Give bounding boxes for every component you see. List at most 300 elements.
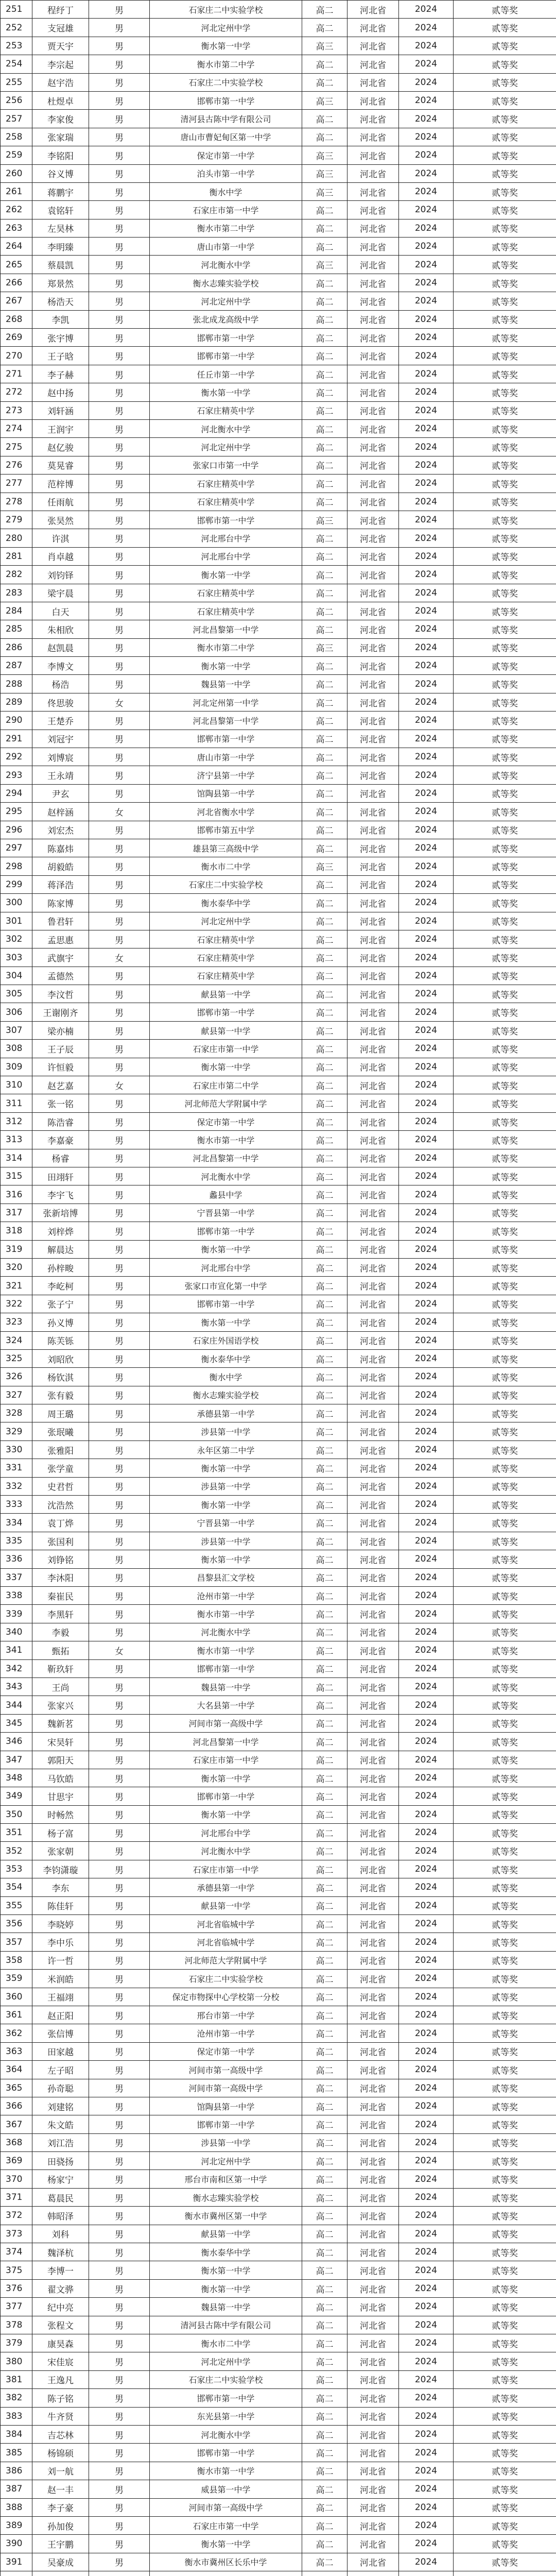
table-row <box>1 1 556 19</box>
year-cell: 2024 <box>399 1404 454 1422</box>
year-cell: 2024 <box>399 1021 454 1039</box>
award-cell: 贰等奖 <box>454 2444 556 2462</box>
table-row <box>1 985 556 1003</box>
row-number-cell: 297 <box>1 839 32 857</box>
student-name-cell: 李沐阳 <box>32 1568 89 1586</box>
school-cell: 邯郸市第一中学 <box>150 2389 302 2407</box>
year-cell: 2024 <box>399 238 454 256</box>
province-cell: 河北省 <box>348 91 399 109</box>
student-name-cell: 陈嘉炜 <box>32 839 89 857</box>
table-row <box>1 1131 556 1149</box>
table-row <box>1 256 556 274</box>
award-cell: 贰等奖 <box>454 256 556 274</box>
school-cell: 衡水第一中学 <box>150 566 302 584</box>
year-cell: 2024 <box>399 438 454 456</box>
school-cell: 石家庄外国语学校 <box>150 1331 302 1349</box>
province-cell: 河北省 <box>348 2188 399 2206</box>
award-cell: 贰等奖 <box>454 1477 556 1495</box>
table-row <box>1 201 556 219</box>
province-cell: 河北省 <box>348 310 399 328</box>
award-cell: 贰等奖 <box>454 1824 556 1842</box>
row-number-cell: 333 <box>1 1496 32 1514</box>
award-cell: 贰等奖 <box>454 1951 556 1969</box>
province-cell: 河北省 <box>348 1951 399 1969</box>
student-name-cell: 李东 <box>32 1878 89 1896</box>
student-name-cell: 梁亦楠 <box>32 1021 89 1039</box>
province-cell: 河北省 <box>348 2261 399 2279</box>
table-row <box>1 1751 556 1769</box>
school-cell: 河北定州中学 <box>150 292 302 310</box>
year-cell: 2024 <box>399 1258 454 1276</box>
school-cell: 河北衡水中学 <box>150 256 302 274</box>
student-name-cell: 田家越 <box>32 2042 89 2060</box>
gender-cell: 男 <box>89 1094 150 1112</box>
year-cell: 2024 <box>399 2170 454 2188</box>
school-cell: 河北定州中学 <box>150 912 302 930</box>
province-cell: 河北省 <box>348 1751 399 1769</box>
student-name-cell: 赵宇浩 <box>32 73 89 91</box>
gender-cell: 男 <box>89 2097 150 2115</box>
province-cell: 河北省 <box>348 2006 399 2024</box>
province-cell: 河北省 <box>348 511 399 529</box>
student-name-cell: 赵艺嘉 <box>32 1076 89 1094</box>
award-cell: 贰等奖 <box>454 894 556 912</box>
award-cell: 贰等奖 <box>454 1550 556 1568</box>
table-row <box>1 602 556 620</box>
year-cell: 2024 <box>399 1641 454 1659</box>
row-number-cell: 384 <box>1 2425 32 2443</box>
row-number-cell: 376 <box>1 2279 32 2297</box>
year-cell: 2024 <box>399 1532 454 1550</box>
award-cell: 贰等奖 <box>454 967 556 985</box>
gender-cell: 男 <box>89 292 150 310</box>
year-cell: 2024 <box>399 2188 454 2206</box>
school-cell: 张家口市第一中学 <box>150 456 302 474</box>
award-cell: 贰等奖 <box>454 2370 556 2388</box>
award-cell: 贰等奖 <box>454 1277 556 1295</box>
student-name-cell: 佟思骏 <box>32 693 89 711</box>
student-name-cell: 刘一航 <box>32 2462 89 2480</box>
table-row <box>1 401 556 419</box>
province-cell: 河北省 <box>348 128 399 146</box>
row-number-cell: 353 <box>1 1860 32 1878</box>
grade-cell: 高二 <box>302 2298 348 2316</box>
grade-cell: 高二 <box>302 2334 348 2352</box>
grade-cell: 高二 <box>302 2042 348 2060</box>
row-number-cell: 360 <box>1 1988 32 2006</box>
grade-cell: 高二 <box>302 1915 348 1933</box>
grade-cell: 高二 <box>302 238 348 256</box>
award-cell: 贰等奖 <box>454 784 556 802</box>
row-number-cell: 308 <box>1 1040 32 1058</box>
school-cell: 衡水第一中学 <box>150 1240 302 1258</box>
year-cell: 2024 <box>399 875 454 893</box>
table-row <box>1 182 556 200</box>
gender-cell: 男 <box>89 55 150 73</box>
school-cell: 承德县第一中学 <box>150 1404 302 1422</box>
award-cell: 贰等奖 <box>454 1514 556 1532</box>
gender-cell: 男 <box>89 1404 150 1422</box>
school-cell: 河北邢台中学 <box>150 1824 302 1842</box>
grade-cell: 高二 <box>302 1751 348 1769</box>
gender-cell: 男 <box>89 1787 150 1805</box>
row-number-cell: 323 <box>1 1313 32 1331</box>
gender-cell: 男 <box>89 711 150 730</box>
gender-cell: 男 <box>89 730 150 748</box>
award-cell: 贰等奖 <box>454 1003 556 1021</box>
table-row <box>1 638 556 656</box>
grade-cell: 高二 <box>302 748 348 766</box>
award-cell: 贰等奖 <box>454 1751 556 1769</box>
row-number-cell: 283 <box>1 584 32 602</box>
row-number-cell: 328 <box>1 1404 32 1422</box>
award-cell: 贰等奖 <box>454 419 556 437</box>
school-cell: 唐山市曹妃甸区第一中学 <box>150 128 302 146</box>
grade-cell: 高二 <box>302 2207 348 2225</box>
gender-cell: 男 <box>89 329 150 347</box>
table-row <box>1 2061 556 2079</box>
gender-cell: 男 <box>89 19 150 37</box>
school-cell: 石家庄精英中学 <box>150 474 302 493</box>
school-cell: 石家庄二中实验学校 <box>150 1970 302 1988</box>
grade-cell: 高二 <box>302 2352 348 2370</box>
award-cell: 贰等奖 <box>454 2498 556 2516</box>
table-row <box>1 1733 556 1751</box>
province-cell: 河北省 <box>348 1842 399 1860</box>
gender-cell: 男 <box>89 2115 150 2133</box>
award-cell: 贰等奖 <box>454 128 556 146</box>
table-row <box>1 584 556 602</box>
student-name-cell: 尹玄 <box>32 784 89 802</box>
row-number-cell: 291 <box>1 730 32 748</box>
school-cell: 河北定州中学 <box>150 19 302 37</box>
row-number-cell: 331 <box>1 1459 32 1477</box>
year-cell: 2024 <box>399 1696 454 1714</box>
gender-cell: 男 <box>89 1331 150 1349</box>
gender-cell: 男 <box>89 2261 150 2279</box>
year-cell: 2024 <box>399 1496 454 1514</box>
gender-cell: 男 <box>89 110 150 128</box>
row-number-cell: 293 <box>1 766 32 784</box>
gender-cell: 男 <box>89 1842 150 1860</box>
school-cell: 威县第一中学 <box>150 2480 302 2498</box>
school-cell: 邯郸市第一中学 <box>150 329 302 347</box>
table-row <box>1 821 556 839</box>
school-cell: 献县第一中学 <box>150 1896 302 1914</box>
year-cell: 2024 <box>399 693 454 711</box>
table-row <box>1 930 556 948</box>
row-number-cell: 278 <box>1 493 32 511</box>
award-cell: 贰等奖 <box>454 1696 556 1714</box>
table-row <box>1 1805 556 1823</box>
table-row <box>1 1970 556 1988</box>
province-cell: 河北省 <box>348 985 399 1003</box>
gender-cell: 男 <box>89 146 150 164</box>
grade-cell: 高二 <box>302 2097 348 2115</box>
student-name-cell: 朱文皓 <box>32 2115 89 2133</box>
row-number-cell <box>1 2571 32 2576</box>
row-number-cell: 286 <box>1 638 32 656</box>
grade-cell: 高二 <box>302 2516 348 2534</box>
student-name-cell: 陈芙铄 <box>32 1331 89 1349</box>
year-cell: 2024 <box>399 2152 454 2170</box>
school-cell: 石家庄市第二中学 <box>150 1076 302 1094</box>
gender-cell: 男 <box>89 2061 150 2079</box>
gender-cell: 男 <box>89 912 150 930</box>
award-cell: 贰等奖 <box>454 1659 556 1677</box>
row-number-cell: 265 <box>1 256 32 274</box>
table-row <box>1 875 556 893</box>
student-name-cell: 张国利 <box>32 1532 89 1550</box>
student-name-cell: 陈浩睿 <box>32 1112 89 1130</box>
row-number-cell: 309 <box>1 1058 32 1076</box>
year-cell: 2024 <box>399 2207 454 2225</box>
year-cell: 2024 <box>399 2553 454 2571</box>
grade-cell: 高二 <box>302 1496 348 1514</box>
row-number-cell: 268 <box>1 310 32 328</box>
province-cell: 河北省 <box>348 1222 399 1240</box>
student-name-cell: 梁宇晨 <box>32 584 89 602</box>
table-row <box>1 219 556 237</box>
row-number-cell: 290 <box>1 711 32 730</box>
gender-cell: 男 <box>89 438 150 456</box>
year-cell: 2024 <box>399 55 454 73</box>
gender-cell: 男 <box>89 1805 150 1823</box>
province-cell: 河北省 <box>348 1677 399 1696</box>
award-cell: 贰等奖 <box>454 930 556 948</box>
year-cell: 2024 <box>399 1076 454 1094</box>
year-cell: 2024 <box>399 110 454 128</box>
province-cell: 河北省 <box>348 2370 399 2388</box>
award-cell <box>454 2571 556 2576</box>
school-cell: 衡水中学 <box>150 1368 302 1386</box>
award-cell: 贰等奖 <box>454 438 556 456</box>
province-cell: 河北省 <box>348 164 399 182</box>
award-cell: 贰等奖 <box>454 1568 556 1586</box>
row-number-cell: 320 <box>1 1258 32 1276</box>
school-cell: 邢台市南和区第一中学 <box>150 2170 302 2188</box>
gender-cell: 男 <box>89 2352 150 2370</box>
grade-cell: 高二 <box>302 2225 348 2243</box>
school-cell: 宁晋县第一中学 <box>150 1514 302 1532</box>
grade-cell: 高二 <box>302 1933 348 1951</box>
award-cell: 贰等奖 <box>454 2407 556 2425</box>
award-cell: 贰等奖 <box>454 1970 556 1988</box>
row-number-cell: 284 <box>1 602 32 620</box>
award-cell: 贰等奖 <box>454 2298 556 2316</box>
province-cell: 河北省 <box>348 748 399 766</box>
grade-cell: 高二 <box>302 2152 348 2170</box>
row-number-cell: 272 <box>1 383 32 401</box>
table-row <box>1 1204 556 1222</box>
year-cell: 2024 <box>399 1295 454 1313</box>
row-number-cell: 369 <box>1 2152 32 2170</box>
table-row <box>1 383 556 401</box>
grade-cell: 高二 <box>302 1131 348 1149</box>
grade-cell: 高二 <box>302 1787 348 1805</box>
year-cell: 2024 <box>399 1386 454 1404</box>
school-cell: 衡水志臻实验学校 <box>150 2188 302 2206</box>
gender-cell: 男 <box>89 1003 150 1021</box>
province-cell: 河北省 <box>348 2334 399 2352</box>
gender-cell: 男 <box>89 875 150 893</box>
table-row <box>1 274 556 292</box>
grade-cell: 高二 <box>302 1714 348 1732</box>
year-cell: 2024 <box>399 748 454 766</box>
award-cell: 贰等奖 <box>454 1076 556 1094</box>
gender-cell: 男 <box>89 73 150 91</box>
year-cell: 2024 <box>399 19 454 37</box>
award-cell: 贰等奖 <box>454 584 556 602</box>
award-cell: 贰等奖 <box>454 2042 556 2060</box>
year-cell: 2024 <box>399 1204 454 1222</box>
student-name-cell: 吴豪成 <box>32 2553 89 2571</box>
student-name-cell: 吉芯林 <box>32 2425 89 2443</box>
row-number-cell: 349 <box>1 1787 32 1805</box>
grade-cell: 高二 <box>302 930 348 948</box>
province-cell: 河北省 <box>348 238 399 256</box>
grade-cell: 高二 <box>302 1112 348 1130</box>
grade-cell: 高二 <box>302 620 348 638</box>
province-cell: 河北省 <box>348 1258 399 1276</box>
gender-cell <box>89 2571 150 2576</box>
award-cell: 贰等奖 <box>454 1933 556 1951</box>
school-cell: 衡水市第一中学 <box>150 1641 302 1659</box>
table-row <box>1 1769 556 1787</box>
row-number-cell: 298 <box>1 857 32 875</box>
year-cell: 2024 <box>399 1477 454 1495</box>
award-cell: 贰等奖 <box>454 2425 556 2443</box>
province-cell: 河北省 <box>348 2024 399 2042</box>
year-cell: 2024 <box>399 711 454 730</box>
student-name-cell: 王楚乔 <box>32 711 89 730</box>
province-cell: 河北省 <box>348 2079 399 2097</box>
student-name-cell: 李博一 <box>32 2261 89 2279</box>
gender-cell: 男 <box>89 1605 150 1623</box>
row-number-cell: 372 <box>1 2207 32 2225</box>
gender-cell: 男 <box>89 2006 150 2024</box>
school-cell: 衡水第一中学 <box>150 2535 302 2553</box>
school-cell: 衡水第一中学 <box>150 2279 302 2297</box>
student-name-cell: 鲁君轩 <box>32 912 89 930</box>
grade-cell: 高二 <box>302 1422 348 1440</box>
grade-cell: 高二 <box>302 1003 348 1021</box>
grade-cell: 高二 <box>302 365 348 383</box>
row-number-cell: 270 <box>1 347 32 365</box>
province-cell: 河北省 <box>348 1878 399 1896</box>
row-number-cell: 285 <box>1 620 32 638</box>
province-cell: 河北省 <box>348 73 399 91</box>
school-cell: 衡水市第二中学 <box>150 638 302 656</box>
grade-cell: 高二 <box>302 875 348 893</box>
school-cell: 衡水第一中学 <box>150 1805 302 1823</box>
row-number-cell: 373 <box>1 2225 32 2243</box>
gender-cell: 男 <box>89 256 150 274</box>
school-cell: 清河县古陈中学有限公司 <box>150 2316 302 2334</box>
student-name-cell: 武旗宇 <box>32 948 89 967</box>
year-cell: 2024 <box>399 985 454 1003</box>
gender-cell: 男 <box>89 1970 150 1988</box>
gender-cell: 男 <box>89 1659 150 1677</box>
row-number-cell: 269 <box>1 329 32 347</box>
student-name-cell: 魏泽杭 <box>32 2243 89 2261</box>
year-cell: 2024 <box>399 2097 454 2115</box>
school-cell: 河北定州中学 <box>150 438 302 456</box>
award-cell: 贰等奖 <box>454 1586 556 1604</box>
year-cell: 2024 <box>399 657 454 675</box>
year-cell: 2024 <box>399 310 454 328</box>
table-row <box>1 803 556 821</box>
row-number-cell: 257 <box>1 110 32 128</box>
row-number-cell: 271 <box>1 365 32 383</box>
student-name-cell: 韩昭泽 <box>32 2207 89 2225</box>
table-row <box>1 1496 556 1514</box>
award-cell: 贰等奖 <box>454 1896 556 1914</box>
student-name-cell: 莫晃睿 <box>32 456 89 474</box>
gender-cell: 男 <box>89 2407 150 2425</box>
award-cell: 贰等奖 <box>454 2188 556 2206</box>
row-number-cell: 375 <box>1 2261 32 2279</box>
year-cell: 2024 <box>399 1222 454 1240</box>
student-name-cell: 左子昭 <box>32 2061 89 2079</box>
student-name-cell: 王逸凡 <box>32 2370 89 2388</box>
gender-cell: 男 <box>89 511 150 529</box>
gender-cell: 男 <box>89 1149 150 1167</box>
province-cell: 河北省 <box>348 292 399 310</box>
award-cell: 贰等奖 <box>454 1440 556 1459</box>
gender-cell: 男 <box>89 1933 150 1951</box>
year-cell: 2024 <box>399 1769 454 1787</box>
row-number-cell: 266 <box>1 274 32 292</box>
student-name-cell: 魏新茗 <box>32 1714 89 1732</box>
province-cell: 河北省 <box>348 2553 399 2571</box>
student-name-cell: 李屹柯 <box>32 1277 89 1295</box>
gender-cell: 男 <box>89 821 150 839</box>
year-cell: 2024 <box>399 128 454 146</box>
province-cell: 河北省 <box>348 1058 399 1076</box>
year-cell: 2024 <box>399 456 454 474</box>
province-cell: 河北省 <box>348 1040 399 1058</box>
table-row <box>1 2498 556 2516</box>
student-name-cell: 孙奇聪 <box>32 2079 89 2097</box>
award-cell: 贰等奖 <box>454 365 556 383</box>
gender-cell: 男 <box>89 2535 150 2553</box>
award-cell: 贰等奖 <box>454 2061 556 2079</box>
student-name-cell: 孙义博 <box>32 1313 89 1331</box>
student-name-cell: 沈浩然 <box>32 1496 89 1514</box>
gender-cell: 男 <box>89 1058 150 1076</box>
province-cell: 河北省 <box>348 37 399 55</box>
year-cell: 2024 <box>399 1896 454 1914</box>
year-cell: 2024 <box>399 2024 454 2042</box>
gender-cell: 男 <box>89 2498 150 2516</box>
row-number-cell: 348 <box>1 1769 32 1787</box>
province-cell: 河北省 <box>348 1094 399 1112</box>
table-row <box>1 164 556 182</box>
grade-cell: 高二 <box>302 803 348 821</box>
grade-cell: 高三 <box>302 857 348 875</box>
table-row <box>1 1659 556 1677</box>
row-number-cell: 342 <box>1 1659 32 1677</box>
grade-cell: 高二 <box>302 1058 348 1076</box>
award-cell: 贰等奖 <box>454 675 556 693</box>
year-cell: 2024 <box>399 675 454 693</box>
row-number-cell: 357 <box>1 1933 32 1951</box>
school-cell: 衡水泰华中学 <box>150 2243 302 2261</box>
award-cell: 贰等奖 <box>454 201 556 219</box>
row-number-cell: 310 <box>1 1076 32 1094</box>
student-name-cell: 朱相欣 <box>32 620 89 638</box>
